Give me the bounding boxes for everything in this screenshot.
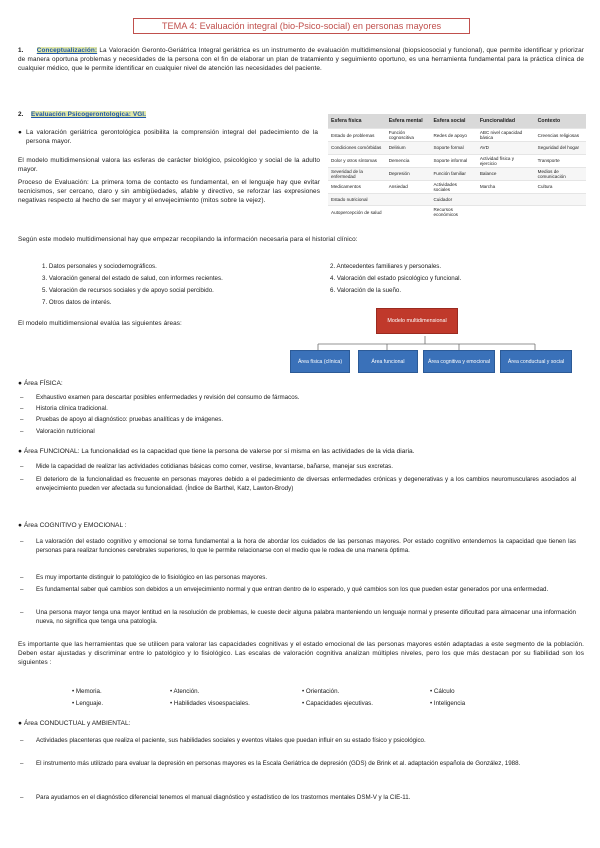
diagram-area-fisica: Área física (clínica) — [290, 350, 350, 373]
area-cognitivo-item-text: Es fundamental saber qué cambios son debidos a un envejecimiento normal y que entran dentro de lo esperado, y qué cambios son los que pueden estar generados por una enfermedad. — [36, 586, 549, 593]
vgi-table-cell: Condiciones comórbidas — [328, 142, 386, 155]
vgi-table-cell: Función cognoscitiva — [386, 129, 431, 142]
vgi-table-row — [328, 180, 586, 193]
skill-item: • Orientación. — [302, 688, 340, 695]
vgi-table-header-cell: Esfera física — [328, 114, 386, 129]
area-cognitivo-heading: ● Área COGNITIVO y EMOCIONAL : — [18, 522, 127, 529]
skill-item: • Habilidades visoespaciales. — [170, 700, 250, 707]
history-item-3: 3. Valoración general del estado de salud, con informes recientes. — [42, 275, 223, 282]
vgi-table-row — [328, 193, 586, 206]
diagram-area-funcional: Área funcional — [358, 350, 418, 373]
area-fisica-item-text: Pruebas de apoyo al diagnóstico: pruebas analíticas y de imágenes. — [36, 416, 224, 423]
area-conductual-item-text: El instrumento más utilizado para evaluar la depresión en personas mayores es la Escala Geriátrica de depresión (GDS) de Brink et al. adaptación española de González, 1988. — [36, 760, 521, 767]
area-conductual-item-text: Actividades placenteras que realiza el paciente, sus habilidades sociales y eventos vitales que puedan influir en su estado físico y psicológico. — [36, 737, 426, 744]
skill-item: • Memoria. — [72, 688, 102, 695]
area-conductual-heading: ● Área CONDUCTUAL y AMBIENTAL: — [18, 720, 131, 727]
skill-item: • Capacidades ejecutivas. — [302, 700, 373, 707]
page-title: TEMA 4: Evaluación integral (bio-Psico-social) en personas mayores — [133, 18, 470, 34]
vgi-table-cell: Ansiedad — [386, 180, 431, 193]
vgi-table-cell: Marcha — [477, 180, 535, 193]
section2-para2: Proceso de Evaluación: La primera toma de contacto es fundamental, en el lenguaje hay que evitar tecnicismos, ser cercano, claro y sin ambigüedades, afable y directivo, se reforzar las expresiones negativas respecto al hecho de ser mayor y el envejecimiento (mitos sobre la vejez). — [18, 179, 320, 204]
vgi-table-cell: Medicamentos — [328, 180, 386, 193]
vgi-table-header-row — [328, 114, 586, 129]
diagram-area-cognitiva: Área cognitiva y emocional — [423, 350, 495, 373]
vgi-table-cell — [386, 193, 431, 206]
area-cognitivo-item-text: La valoración del estado cognitivo y emocional se torna fundamental a la hora de abordar los cuidados de las personas mayores. Por estado cognitivo entendemos la capacidad que tienen las personas para realizar funciones cerebrales superiores, lo que le permite relacionarse con el medio que le rodea de una manera óptima. — [36, 538, 576, 554]
vgi-table-cell: AVD — [477, 142, 535, 155]
vgi-table-cell: Soporte informal — [430, 154, 476, 167]
vgi-table-cell: Autopercepción de salud — [328, 206, 386, 219]
vgi-table-cell: Estado de problemas — [328, 129, 386, 142]
section2-para1: El modelo multidimensional valora las esferas de carácter biológico, psicológico y social de la adulto mayor. — [18, 157, 320, 173]
area-conductual-heading-text: Área CONDUCTUAL y AMBIENTAL: — [23, 720, 131, 727]
area-funcional-heading-text: Área FUNCIONAL: La funcionalidad es la capacidad que tiene la persona de valerse por sí misma en las actividades de la vida diaria. — [23, 448, 415, 455]
vgi-table-cell: Actividad física y ejercicio — [477, 154, 535, 167]
area-cognitivo-item-text: Es muy importante distinguir lo patológico de lo fisiológico en las personas mayores. — [36, 574, 268, 581]
vgi-table-cell: Severidad de la enfermedad — [328, 167, 386, 180]
section2-bullet: ● La valoración geriátrica gerontológica posibilita la comprensión integral del padecimiento de la persona mayor. — [18, 129, 318, 145]
vgi-table-row — [328, 206, 586, 219]
vgi-table-cell: Medios de comunicación — [535, 167, 586, 180]
area-fisica-heading: ● Área FÍSICA: — [18, 380, 63, 387]
section1-paragraph — [18, 46, 584, 73]
area-fisica-item-text: Historia clínica tradicional. — [36, 405, 108, 412]
vgi-table-row — [328, 129, 586, 142]
history-item-1: 1. Datos personales y sociodemográficos. — [42, 263, 157, 270]
vgi-table-cell: Cultura — [535, 180, 586, 193]
vgi-table-cell — [477, 206, 535, 219]
vgi-table-cell — [477, 193, 535, 206]
section2-heading: Evaluación Psicogerontologica: VGI. — [31, 111, 147, 118]
skill-item: • Cálculo — [430, 688, 455, 695]
history-item-6: 6. Valoración de la sueño. — [330, 287, 402, 294]
vgi-table-header-cell: Contexto — [535, 114, 586, 129]
vgi-table-cell: ABC nivel capacidad básica — [477, 129, 535, 142]
vgi-table-cell — [535, 206, 586, 219]
section2-number: 2. — [18, 111, 24, 118]
vgi-table-cell: Demencia — [386, 154, 431, 167]
history-item-4: 4. Valoración del estado psicológico y funcional. — [330, 275, 462, 282]
history-item-5: 5. Valoración de recursos sociales y de apoyo social percibido. — [42, 287, 214, 294]
area-cognitivo-heading-text: Área COGNITIVO y EMOCIONAL : — [23, 522, 127, 529]
skill-item: • Atención. — [170, 688, 200, 695]
history-item-2: 2. Antecedentes familiares y personales. — [330, 263, 442, 270]
vgi-table-cell: Actividades sociales — [430, 180, 476, 193]
document-page: TEMA 4: Evaluación integral (bio-Psico-social) en personas mayores 1. Conceptualización: La Valoración Geronto-Geriátrica Integral geriátrica es un instrumento de evaluación multidimensional (biopsicosocial y funcional), que permite identificar y priorizar de manera oportuna problemas y necesidades de la persona con el fin de elaborar un plan de tratamiento y seguimiento oportuno, es una herramienta fundamental para la práctica clínica de cualquier médico, que le permite identificar en cualquier nivel de atención las necesidades del paciente. 2. Evaluación Psicogerontologica: VGI. ● La valoración geriátrica gerontológica posibilita la comprensión integral del padecimiento de la persona mayor. El modelo multidimensional valora las esferas de carácter biológico, psicológico y social de la adulto mayor. Proceso de Evaluación: La primera toma de contacto es fundamental, en el lenguaje hay que evitar tecnicismos, ser cercano, claro y sin ambigüedades, afable y directivo, se reforzar las expresiones negativas respecto al hecho de ser mayor y el envejecimiento (mitos sobre la vejez). Esfera física Esfera mental Esfera social Funcionalidad Contexto Estado de problemas Función cognoscitiva Redes de apoyo ABC nivel capacidad básica Creencias religiosas Condiciones comórbidas Delirium Soporte formal AVD Seguridad del hogar Dolor y otros síntomas Demencia Soporte informal Actividad física y ejercicio Transporte Severidad de la enfermedad Depresión Función familiar Balance Medios de comunicación Medicamentos Ansiedad Actividades sociales Marcha Cultura Estado nutricional Cuidador Autopercepción de salud Recursos económicos Según este modelo multidimensional hay que empezar recopilando la información necesaria para el historial clínico: 1. Datos personales y sociodemográficos. 3. Valoración general del estado de salud, con informes recientes. 5. Valoración de recursos sociales y de apoyo social percibido. 7. Otros datos de interés. 2. Antecedentes familiares y personales. 4. Valoración del estado psicológico y funcional. 6. Valoración de la sueño. El modelo multidimensional evalúa las siguientes áreas: Modelo multidimensional Área física (clínica) Área funcional Área cognitiva y emocional Área conductual y social ● Área FÍSICA: – Exhaustivo examen para descartar posibles enfermedades y revisión del consumo de fármacos. – Historia clínica tradicional. – Pruebas de apoyo al diagnóstico: pruebas analíticas y de imágenes. – Valoración nutricional ● Área FUNCIONAL: La funcionalidad es la capacidad que tiene la persona de valerse por sí misma en las actividades de la vida diaria. – Mide la capacidad de realizar las actividades cotidianas básicas como comer, vestirse, levantarse, bañarse, manejar sus excretas. – El deterioro de la funcionalidad es frecuente en personas mayores debido a el padecimiento de diversas enfermedades crónicas y degenerativas y a los cambios neuromusculares asociados al envejecimiento pueden ver afectada su funcionalidad. (Índice de Barthel, Katz, Lawton-Brody) ● Área COGNITIVO y EMOCIONAL : – La valoración del estado cognitivo y emocional se torna fundamental a la hora de abordar los cuidados de las personas mayores. Por estado cognitivo entendemos la capacidad que tienen las personas para realizar funciones cerebrales superiores, lo que le permite relacionarse con el medio que le rodea de una manera óptima. – Es muy importante distinguir lo patológico de lo fisiológico en las personas mayores. – Es fundamental saber qué cambios son debidos a un envejecimiento normal y que entran dentro de lo esperado, y qué cambios son los que pueden estar generados por una enfermedad. – Una persona mayor tenga una mayor lentitud en la resolución de problemas, le cueste decir alguna palabra manteniendo un lenguaje normal y presente dificultad para almacenar una información nueva, no significa que tenga una patología. Es importante que las herramientas que se utilicen para valorar las capacidades cognitivas y el estado emocional de las personas mayores estén adaptadas a este segmento de la población. Deben estar ajustadas y discriminar entre lo patológico y lo fisiológico. Las escalas de valoración cognitiva analizan múltiples niveles, pero los que más destacan por su fiabilidad son los siguientes : • Memoria. • Atención. • Orientación. • Cálculo • Lenguaje. • Habilidades visoespaciales. • Capacidades ejecutivas. • Inteligencia ● Área CONDUCTUAL y AMBIENTAL: – Actividades placenteras que realiza el paciente, sus habilidades sociales y eventos vitales que puedan influir en su estado físico y psicológico. – El instrumento más utilizado para evaluar la depresión en personas mayores es la Escala Geriátrica de depresión (GDS) de Brink et al. adaptación española de González, 1988. – Para ayudarnos en el diagnóstico diferencial tenemos el manual diagnóstico y estadístico de los trastornos mentales DSM-V y la CIE-11. — [0, 0, 600, 848]
area-cognitivo-item-text: Una persona mayor tenga una mayor lentitud en la resolución de problemas, le cueste decir alguna palabra manteniendo un lenguaje normal y presente dificultad para almacenar una información nueva, no significa que tenga una patología. — [36, 609, 576, 625]
section2-bullet-text: La valoración geriátrica gerontológica posibilita la comprensión integral del padecimiento de la persona mayor. — [26, 129, 318, 145]
vgi-table-cell: Recursos económicos — [430, 206, 476, 219]
vgi-table-cell: Balance — [477, 167, 535, 180]
vgi-table-row — [328, 142, 586, 155]
vgi-table-header-cell: Esfera mental — [386, 114, 431, 129]
section1-heading: Conceptualización: — [36, 47, 98, 54]
vgi-table — [328, 114, 586, 218]
vgi-table-cell: Transporte — [535, 154, 586, 167]
vgi-table-cell: Estado nutricional — [328, 193, 386, 206]
vgi-table-row — [328, 154, 586, 167]
important-paragraph: Es importante que las herramientas que se utilicen para valorar las capacidades cognitivas y el estado emocional de las personas mayores estén adaptadas a este segmento de la población. Deben estar ajustadas y discriminar entre lo patológico y lo fisiológico. Las escalas de valoración cognitiva analizan múltiples niveles, pero los que más destacan por su fiabilidad son los siguientes : — [18, 641, 584, 666]
area-fisica-item-text: Exhaustivo examen para descartar posibles enfermedades y revisión del consumo de fármacos. — [36, 394, 300, 401]
vgi-table-header-cell: Esfera social — [430, 114, 476, 129]
vgi-table-cell: Dolor y otros síntomas — [328, 154, 386, 167]
vgi-table-cell: Delirium — [386, 142, 431, 155]
diagram-root-box: Modelo multidimensional — [376, 308, 458, 334]
vgi-table-cell: Redes de apoyo — [430, 129, 476, 142]
area-funcional-item-text: El deterioro de la funcionalidad es frecuente en personas mayores debido a el padecimiento de diversas enfermedades crónicas y degenerativas y a los cambios neuromusculares asociados al envejecimiento pueden ver afectada su funcionalidad. (Índice de Barthel, Katz, Lawton-Brody) — [36, 476, 576, 492]
vgi-table-cell: Función familiar — [430, 167, 476, 180]
area-fisica-heading-text: Área FÍSICA: — [23, 380, 63, 387]
section1-number: 1. — [18, 47, 24, 54]
skill-item: • Lenguaje. — [72, 700, 104, 707]
area-fisica-item-text: Valoración nutricional — [36, 428, 95, 435]
vgi-table-cell: Cuidador — [430, 193, 476, 206]
diagram-area-conductual: Área conductual y social — [500, 350, 572, 373]
area-funcional-item-text: Mide la capacidad de realizar las actividades cotidianas básicas como comer, vestirse, levantarse, bañarse, manejar sus excretas. — [36, 463, 393, 470]
section2-heading-line — [18, 110, 198, 119]
vgi-table-image — [328, 114, 586, 232]
section1-text: La Valoración Geronto-Geriátrica Integral geriátrica es un instrumento de evaluación multidimensional (biopsicosocial y funcional), que permite identificar y priorizar de manera oportuna problemas y necesidades de la persona con el fin de elaborar un plan de tratamiento y seguimiento oportuno, es una herramienta fundamental para la práctica clínica de cualquier médico, que le permite identificar en cualquier nivel de atención las necesidades del paciente. — [18, 47, 584, 72]
vgi-table-cell: Depresión — [386, 167, 431, 180]
vgi-table-cell — [386, 206, 431, 219]
vgi-table-row — [328, 167, 586, 180]
vgi-table-cell: Seguridad del hogar — [535, 142, 586, 155]
history-item-7: 7. Otros datos de interés. — [42, 299, 112, 306]
vgi-table-cell: Creencias religiosas — [535, 129, 586, 142]
diagram-intro: El modelo multidimensional evalúa las siguientes áreas: — [18, 320, 182, 327]
vgi-table-header-cell: Funcionalidad — [477, 114, 535, 129]
area-funcional-heading: ● Área FUNCIONAL: La funcionalidad es la capacidad que tiene la persona de valerse por sí misma en las actividades de la vida diaria. — [18, 448, 415, 455]
vgi-table-cell: Soporte formal — [430, 142, 476, 155]
area-conductual-item-text: Para ayudarnos en el diagnóstico diferencial tenemos el manual diagnóstico y estadístico de los trastornos mentales DSM-V y la CIE-11. — [36, 794, 411, 801]
vgi-table-cell — [535, 193, 586, 206]
skill-item: • Inteligencia — [430, 700, 466, 707]
section2-para3: Según este modelo multidimensional hay que empezar recopilando la información necesaria para el historial clínico: — [18, 236, 358, 243]
